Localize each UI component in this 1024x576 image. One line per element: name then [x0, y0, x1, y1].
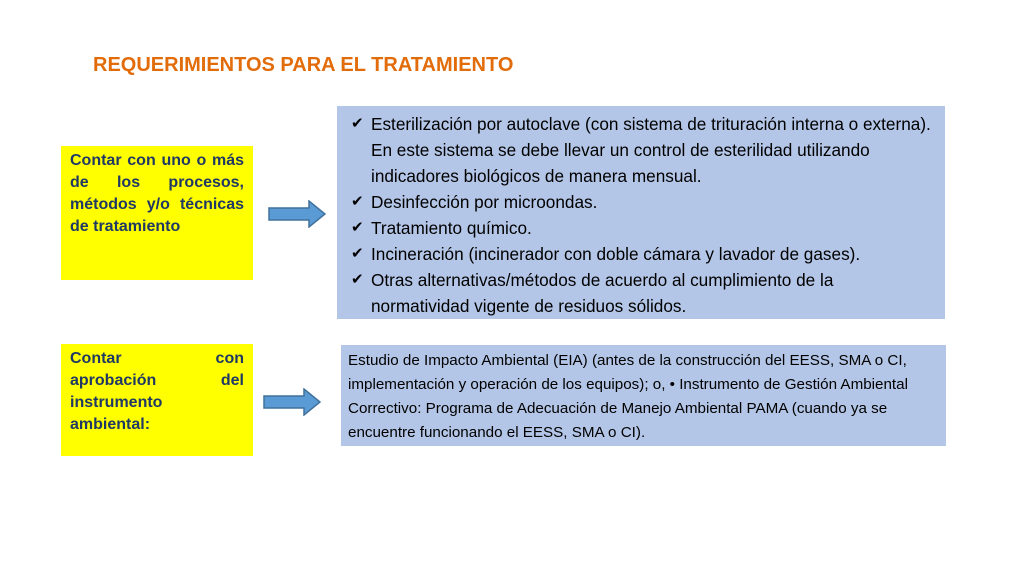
list-item: ✔ Incineración (incinerador con doble cámara y lavador de gases). [351, 241, 935, 267]
list-item: ✔ Otras alternativas/métodos de acuerdo al cumplimiento de la normatividad vigente de residuos sólidos. [351, 267, 935, 319]
page-title: REQUERIMIENTOS PARA EL TRATAMIENTO [93, 54, 514, 76]
list-item: ✔ Tratamiento químico. [351, 215, 935, 241]
check-icon: ✔ [351, 271, 364, 288]
treatment-methods-box [337, 106, 945, 319]
treatment-methods-list [351, 111, 935, 319]
environmental-instrument-box: Estudio de Impacto Ambiental (EIA) (antes de la construcción del EESS, SMA o CI, implementación y operación de los equipos); o, • Instrumento de Gestión Ambiental Correctivo: Programa de Adecuación de Manejo Ambiental PAMA (cuando ya se encuentre funcionando el EESS, SMA o CI). [341, 345, 946, 446]
check-icon: ✔ [351, 219, 364, 236]
check-icon: ✔ [351, 115, 364, 132]
list-item: ✔ Desinfección por microondas. [351, 189, 935, 215]
requirement-1-label: Contar con uno o más de los procesos, métodos y/o técnicas de tratamiento [61, 146, 253, 280]
list-item: ✔ Esterilización por autoclave (con sistema de trituración interna o externa). En este sistema se debe llevar un control de esterilidad utilizando indicadores biológicos de manera mensual. [351, 111, 935, 189]
arrow-right-icon [268, 200, 326, 228]
requirement-2-label: Contar con aprobación del instrumento ambiental: [61, 344, 253, 456]
check-icon: ✔ [351, 193, 364, 210]
arrow-right-icon [263, 388, 321, 416]
check-icon: ✔ [351, 245, 364, 262]
